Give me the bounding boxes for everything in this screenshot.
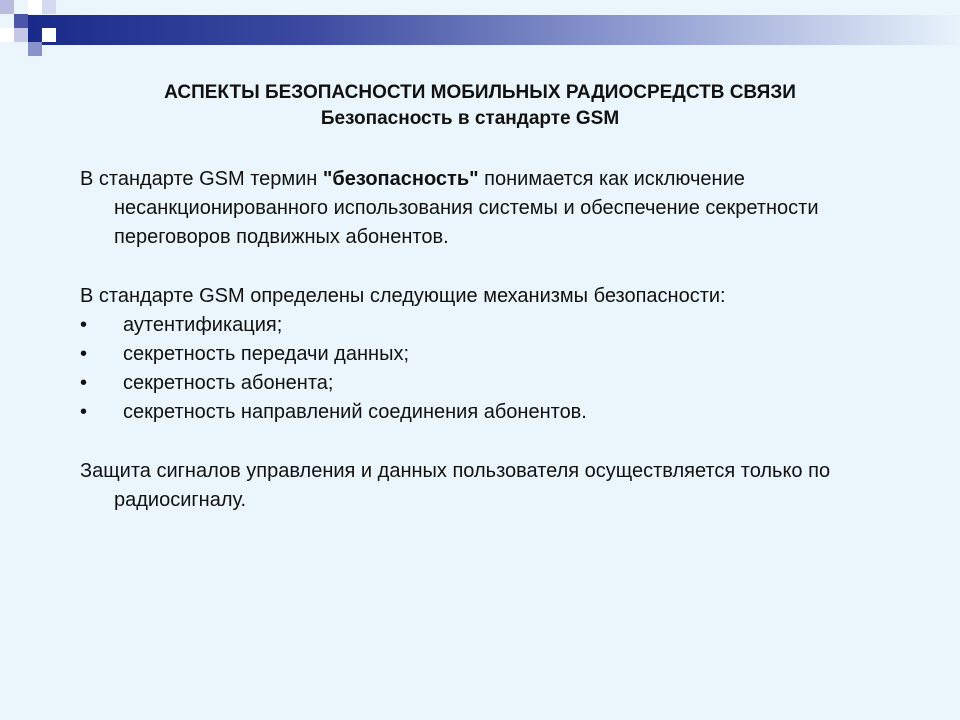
title-subtitle: Безопасность в стандарте GSM (320, 108, 620, 129)
paragraph-protection: Защита сигналов управления и данных пользователя осуществляется только по радиосигналу. (80, 460, 831, 511)
decor-square (0, 28, 14, 42)
list-item-text: секретность передачи данных; (123, 343, 409, 365)
decor-square (42, 0, 56, 14)
spacer (80, 427, 900, 457)
list-item-text: секретность направлений соединения абонентов. (123, 401, 587, 423)
list-item-text: секретность абонента; (123, 372, 334, 394)
list-item (80, 340, 900, 369)
definition-text-start: В стандарте GSM термин (80, 168, 323, 190)
bullet-icon: • (80, 343, 88, 365)
decor-square (28, 42, 42, 56)
list-item-text: аутентификация; (123, 314, 283, 336)
paragraph-mechanisms-intro: В стандарте GSM определены следующие механизмы безопасности: (80, 285, 726, 307)
bullet-icon: • (80, 372, 88, 394)
list-item (80, 398, 900, 427)
definition-text-end: понимается как исключение несанкционированного использования системы и обеспечение секретности переговоров подвижных абонентов. (114, 168, 819, 248)
decor-square (28, 0, 42, 14)
header-gradient-bar (28, 15, 960, 45)
bullet-icon: • (80, 314, 88, 336)
slide-body (80, 165, 900, 515)
decor-square (14, 14, 28, 28)
definition-term: "безопасность" (322, 168, 479, 190)
decor-square (0, 0, 14, 14)
paragraph-definition (80, 165, 900, 252)
list-item (80, 369, 900, 398)
title-main: АСПЕКТЫ БЕЗОПАСНОСТИ МОБИЛЬНЫХ РАДИОСРЕДСТВ СВЯЗИ (164, 82, 796, 103)
mechanisms-list (80, 311, 900, 427)
spacer (80, 252, 900, 282)
slide-title (0, 80, 960, 132)
bullet-icon: • (80, 401, 88, 423)
decor-square (42, 28, 56, 42)
decor-square (14, 28, 28, 42)
list-item (80, 311, 900, 340)
